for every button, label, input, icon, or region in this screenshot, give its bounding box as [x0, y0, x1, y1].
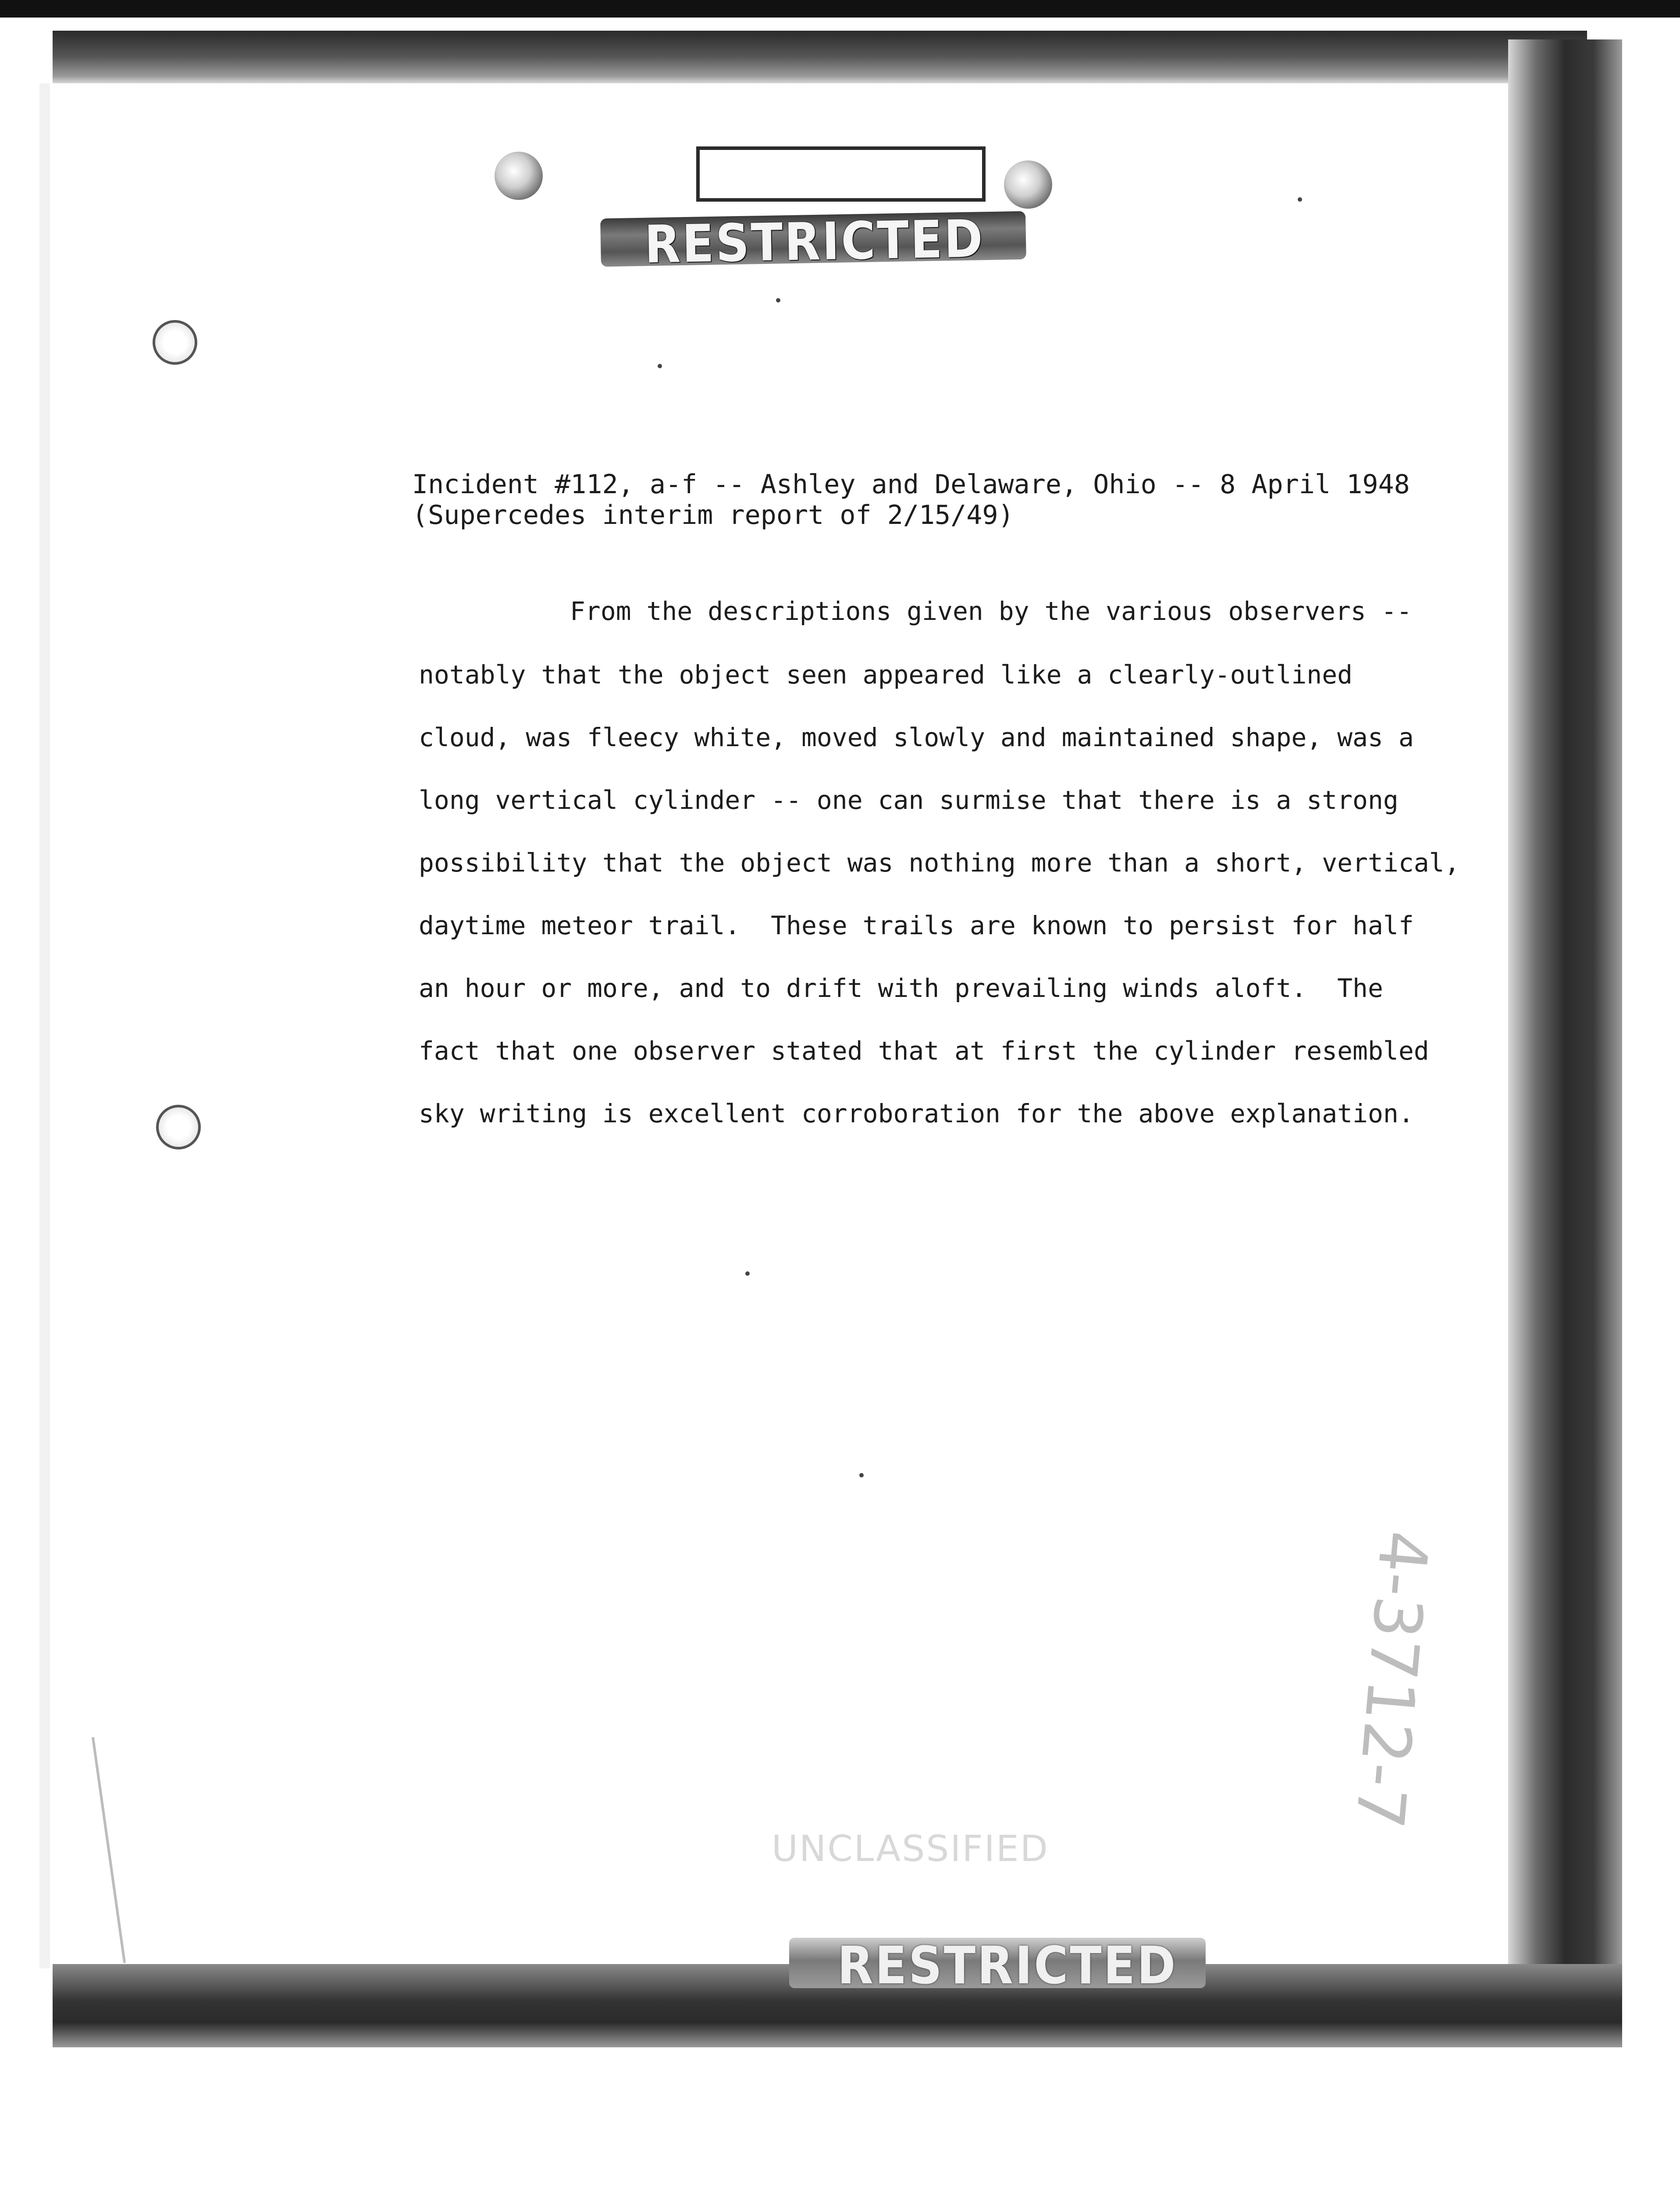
body-line: possibility that the object was nothing more than a short, vertical,: [419, 848, 1460, 878]
unclassified-stamp: UNCLASSIFIED: [772, 1828, 1049, 1870]
speck: [776, 298, 780, 302]
restricted-stamp-top: [600, 208, 1026, 275]
scan-shadow-top: [53, 31, 1587, 88]
punch-hole-left-upper: [153, 320, 197, 365]
body-line: daytime meteor trail. These trails are known to persist for half: [419, 911, 1414, 940]
body-line: fact that one observer stated that at first the cylinder resembled: [419, 1036, 1429, 1066]
restricted-stamp-bottom: [789, 1935, 1206, 1996]
document-page: [44, 83, 1517, 1968]
speck: [745, 1271, 750, 1276]
incident-title: Incident #112, a-f -- Ashley and Delaware, Ohio -- 8 April 1948: [412, 469, 1410, 500]
incident-subtitle: (Supercedes interim report of 2/15/49): [412, 500, 1014, 530]
speck: [658, 364, 662, 368]
body-line: cloud, was fleecy white, moved slowly and maintained shape, was a: [419, 722, 1414, 752]
handwritten-file-number: 4-3712-7: [1340, 1527, 1442, 1832]
scan-border-top: [0, 0, 1680, 18]
body-line: notably that the object seen appeared like a clearly-outlined: [419, 660, 1353, 690]
speck: [859, 1473, 864, 1477]
speck: [1298, 197, 1302, 202]
scan-border-right: [1508, 39, 1622, 2039]
body-line: sky writing is excellent corroboration for the above explanation.: [419, 1099, 1414, 1128]
restricted-stamp-top-text: RESTRICTED: [644, 208, 985, 275]
body-line: an hour or more, and to drift with prevailing winds aloft. The: [419, 973, 1383, 1003]
body-line: From the descriptions given by the various observers --: [570, 596, 1412, 626]
punch-hole-top-right: [1004, 160, 1052, 209]
body-line: long vertical cylinder -- one can surmise that there is a strong: [419, 785, 1399, 815]
redaction-box: [696, 146, 986, 202]
restricted-stamp-bottom-text: RESTRICTED: [837, 1935, 1178, 1996]
punch-hole-left-lower: [156, 1105, 201, 1149]
punch-hole-top-left: [495, 152, 543, 200]
paper-left-edge: [39, 83, 50, 1968]
